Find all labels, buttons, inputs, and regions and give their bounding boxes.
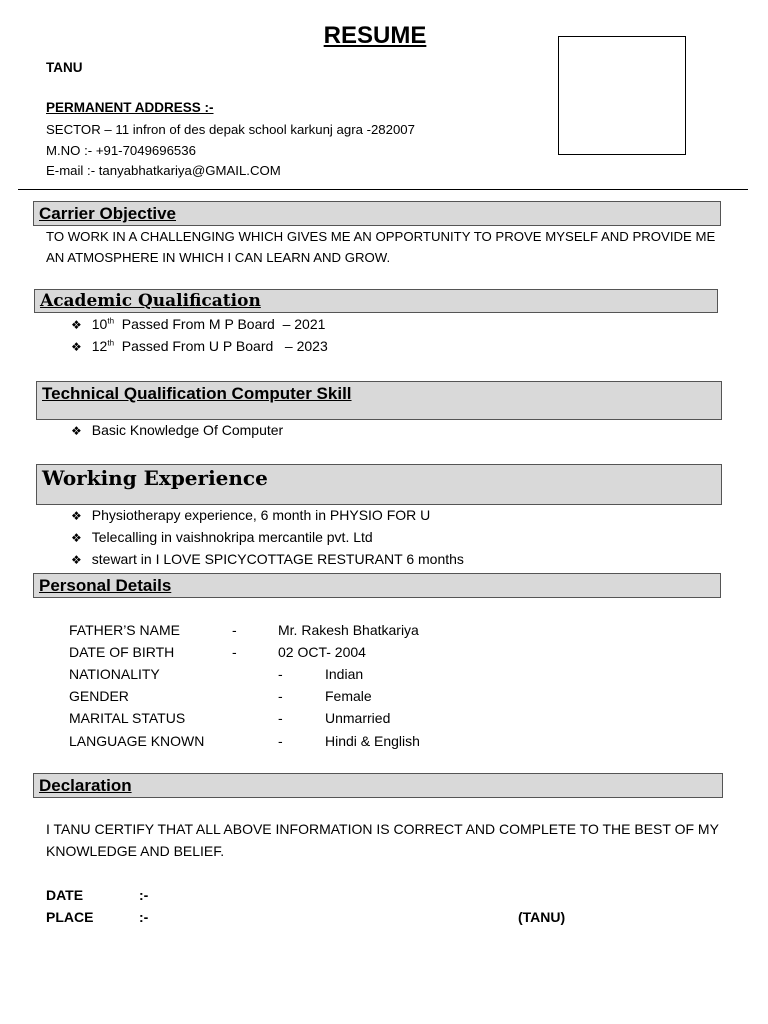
personal-label: DATE OF BIRTH (69, 644, 175, 660)
experience-item: ❖ Physiotherapy experience, 6 month in PHYSIO FOR U (71, 507, 431, 523)
personal-label: FATHER’S NAME (69, 622, 180, 638)
technical-item: ❖ Basic Knowledge Of Computer (71, 422, 284, 438)
bullet-icon: ❖ (71, 531, 82, 545)
bullet-icon: ❖ (71, 318, 82, 332)
mobile-number: M.NO :- +91-7049696536 (46, 143, 196, 158)
personal-dash: - (232, 622, 237, 638)
bullet-icon: ❖ (71, 340, 82, 354)
personal-dash: - (232, 644, 237, 660)
personal-label: LANGUAGE KNOWN (69, 733, 205, 749)
bullet-icon: ❖ (71, 424, 82, 438)
personal-dash: - (278, 666, 283, 682)
academic-item: ❖ 12th Passed From U P Board – 2023 (71, 338, 328, 354)
address-line: SECTOR – 11 infron of des depak school karkunj agra -282007 (46, 122, 415, 137)
personal-label: MARITAL STATUS (69, 710, 186, 726)
experience-item: ❖ Telecalling in vaishnokripa mercantile pvt. Ltd (71, 529, 373, 545)
personal-value: Mr. Rakesh Bhatkariya (278, 622, 419, 638)
section-technical-qualification: Technical Qualification Computer Skill (36, 381, 722, 420)
photo-placeholder (558, 36, 686, 155)
declaration-line-1: I TANU CERTIFY THAT ALL ABOVE INFORMATION IS CORRECT AND COMPLETE TO THE BEST OF MY (46, 821, 719, 837)
section-academic-qualification: Academic Qualification (34, 289, 718, 313)
academic-item: ❖ 10th Passed From M P Board – 2021 (71, 316, 326, 332)
header-divider (18, 189, 748, 190)
experience-item: ❖ stewart in I LOVE SPICYCOTTAGE RESTURANT 6 months (71, 551, 464, 567)
date-separator: :- (139, 887, 149, 903)
personal-dash: - (278, 733, 283, 749)
place-separator: :- (139, 909, 149, 925)
objective-line-1: TO WORK IN A CHALLENGING WHICH GIVES ME AN OPPORTUNITY TO PROVE MYSELF AND PROVIDE ME (46, 229, 716, 244)
personal-dash: - (278, 688, 283, 704)
personal-value: Indian (325, 666, 364, 682)
declaration-line-2: KNOWLEDGE AND BELIEF. (46, 843, 225, 859)
bullet-icon: ❖ (71, 553, 82, 567)
personal-label: GENDER (69, 688, 129, 704)
email-address: E-mail :- tanyabhatkariya@GMAIL.COM (46, 163, 281, 178)
date-label: DATE (46, 887, 84, 903)
section-declaration: Declaration (33, 773, 723, 798)
personal-value: Female (325, 688, 372, 704)
place-label: PLACE (46, 909, 94, 925)
personal-value: Hindi & English (325, 733, 420, 749)
objective-line-2: AN ATMOSPHERE IN WHICH I CAN LEARN AND GROW. (46, 250, 391, 265)
personal-value: 02 OCT- 2004 (278, 644, 366, 660)
section-carrier-objective: Carrier Objective (33, 201, 721, 226)
resume-title: RESUME (323, 22, 427, 49)
section-working-experience: Working Experience (36, 464, 722, 505)
personal-value: Unmarried (325, 710, 391, 726)
signature-name: (TANU) (518, 909, 566, 925)
personal-dash: - (278, 710, 283, 726)
personal-label: NATIONALITY (69, 666, 160, 682)
section-personal-details: Personal Details (33, 573, 721, 598)
address-heading: PERMANENT ADDRESS :- (46, 100, 214, 115)
bullet-icon: ❖ (71, 509, 82, 523)
candidate-name: TANU (46, 60, 83, 75)
